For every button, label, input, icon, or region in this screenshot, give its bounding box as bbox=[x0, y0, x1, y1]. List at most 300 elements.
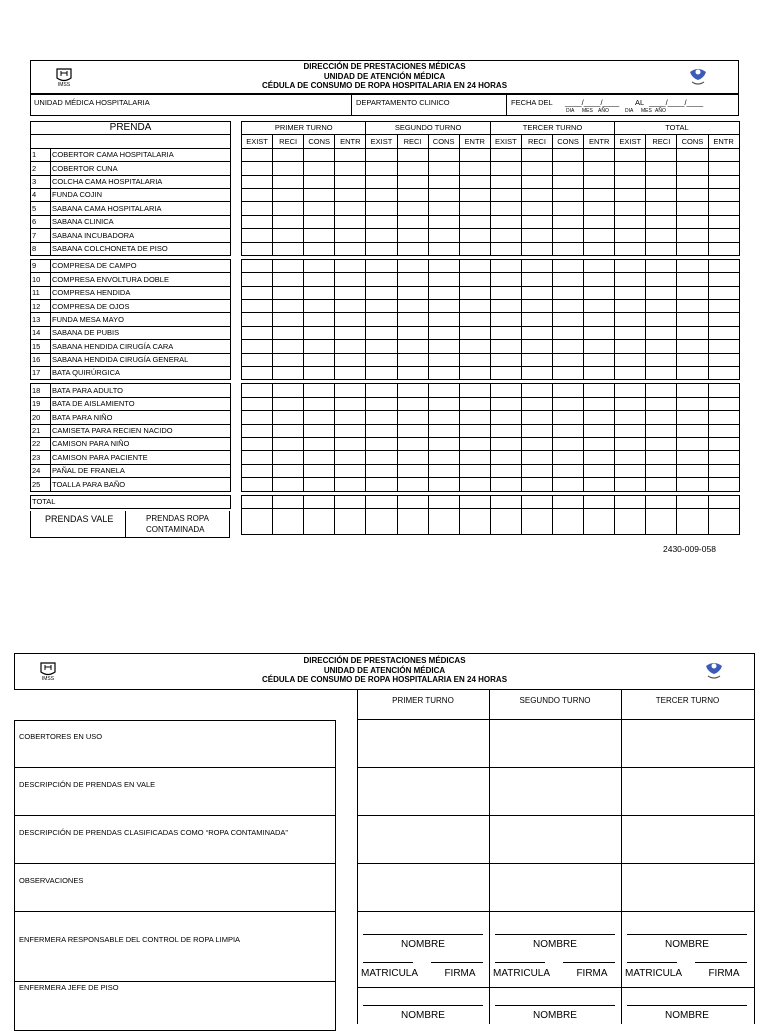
consumo-cell[interactable] bbox=[242, 202, 273, 215]
consumo-cell[interactable] bbox=[242, 175, 273, 188]
consumo-cell[interactable] bbox=[584, 313, 615, 326]
consumo-cell[interactable] bbox=[646, 242, 677, 255]
consumo-cell[interactable] bbox=[521, 202, 552, 215]
consumo-cell[interactable] bbox=[335, 175, 366, 188]
consumo-cell[interactable] bbox=[428, 437, 459, 450]
consumo-cell[interactable] bbox=[553, 424, 584, 437]
firma-line[interactable] bbox=[563, 962, 615, 963]
consumo-cell[interactable] bbox=[428, 326, 459, 339]
nombre-line-2[interactable] bbox=[363, 1005, 483, 1006]
consumo-cell[interactable] bbox=[366, 313, 397, 326]
consumo-cell[interactable] bbox=[646, 367, 677, 380]
consumo-cell[interactable] bbox=[615, 242, 646, 255]
consumo-cell[interactable] bbox=[708, 464, 739, 477]
consumo-cell[interactable] bbox=[304, 162, 335, 175]
consumo-cell[interactable] bbox=[366, 397, 397, 410]
consumo-cell[interactable] bbox=[335, 242, 366, 255]
consumo-cell[interactable] bbox=[708, 424, 739, 437]
consumo-cell[interactable] bbox=[490, 411, 521, 424]
consumo-cell[interactable] bbox=[553, 148, 584, 161]
consumo-cell[interactable] bbox=[677, 424, 708, 437]
consumo-cell[interactable] bbox=[677, 300, 708, 313]
consumo-cell[interactable] bbox=[366, 242, 397, 255]
consumo-cell[interactable] bbox=[708, 242, 739, 255]
consumo-cell[interactable] bbox=[677, 367, 708, 380]
consumo-cell[interactable] bbox=[397, 273, 428, 286]
consumo-cell[interactable] bbox=[428, 188, 459, 201]
consumo-cell[interactable] bbox=[366, 148, 397, 161]
consumo-cell[interactable] bbox=[304, 313, 335, 326]
consumo-cell[interactable] bbox=[335, 451, 366, 464]
consumo-cell[interactable] bbox=[490, 242, 521, 255]
consumo-cell[interactable] bbox=[366, 215, 397, 228]
consumo-cell[interactable] bbox=[428, 451, 459, 464]
consumo-cell[interactable] bbox=[304, 229, 335, 242]
consumo-cell[interactable] bbox=[646, 451, 677, 464]
consumo-cell[interactable] bbox=[428, 367, 459, 380]
consumo-cell[interactable] bbox=[646, 424, 677, 437]
consumo-cell[interactable] bbox=[335, 424, 366, 437]
consumo-cell[interactable] bbox=[615, 148, 646, 161]
consumo-cell[interactable] bbox=[428, 353, 459, 366]
consumo-cell[interactable] bbox=[335, 215, 366, 228]
consumo-cell[interactable] bbox=[273, 451, 304, 464]
consumo-cell[interactable] bbox=[397, 340, 428, 353]
consumo-cell[interactable] bbox=[615, 162, 646, 175]
consumo-cell[interactable] bbox=[304, 202, 335, 215]
consumo-cell[interactable] bbox=[615, 478, 646, 491]
nombre-line[interactable] bbox=[363, 934, 483, 935]
consumo-cell[interactable] bbox=[708, 148, 739, 161]
vale-cell[interactable] bbox=[708, 508, 739, 534]
consumo-cell[interactable] bbox=[708, 340, 739, 353]
consumo-cell[interactable] bbox=[397, 215, 428, 228]
consumo-cell[interactable] bbox=[428, 286, 459, 299]
consumo-cell[interactable] bbox=[677, 411, 708, 424]
consumo-cell[interactable] bbox=[397, 175, 428, 188]
consumo-cell[interactable] bbox=[677, 451, 708, 464]
consumo-cell[interactable] bbox=[553, 175, 584, 188]
consumo-cell[interactable] bbox=[553, 273, 584, 286]
consumo-cell[interactable] bbox=[553, 326, 584, 339]
consumo-cell[interactable] bbox=[708, 175, 739, 188]
consumo-cell[interactable] bbox=[366, 259, 397, 272]
consumo-cell[interactable] bbox=[677, 242, 708, 255]
consumo-cell[interactable] bbox=[335, 367, 366, 380]
consumo-cell[interactable] bbox=[615, 384, 646, 397]
consumo-cell[interactable] bbox=[273, 313, 304, 326]
consumo-cell[interactable] bbox=[646, 215, 677, 228]
consumo-cell[interactable] bbox=[335, 384, 366, 397]
consumo-cell[interactable] bbox=[335, 202, 366, 215]
consumo-cell[interactable] bbox=[242, 286, 273, 299]
consumo-cell[interactable] bbox=[708, 326, 739, 339]
consumo-cell[interactable] bbox=[428, 384, 459, 397]
consumo-cell[interactable] bbox=[366, 478, 397, 491]
consumo-cell[interactable] bbox=[459, 367, 490, 380]
consumo-cell[interactable] bbox=[490, 259, 521, 272]
consumo-cell[interactable] bbox=[304, 451, 335, 464]
consumo-cell[interactable] bbox=[490, 353, 521, 366]
consumo-cell[interactable] bbox=[584, 300, 615, 313]
consumo-cell[interactable] bbox=[553, 464, 584, 477]
consumo-cell[interactable] bbox=[677, 437, 708, 450]
total-cell[interactable] bbox=[242, 495, 273, 508]
consumo-cell[interactable] bbox=[397, 326, 428, 339]
consumo-cell[interactable] bbox=[397, 397, 428, 410]
consumo-cell[interactable] bbox=[677, 273, 708, 286]
consumo-cell[interactable] bbox=[304, 175, 335, 188]
total-cell[interactable] bbox=[459, 495, 490, 508]
consumo-cell[interactable] bbox=[366, 286, 397, 299]
consumo-cell[interactable] bbox=[304, 215, 335, 228]
consumo-cell[interactable] bbox=[335, 313, 366, 326]
consumo-cell[interactable] bbox=[366, 326, 397, 339]
consumo-cell[interactable] bbox=[428, 148, 459, 161]
consumo-cell[interactable] bbox=[242, 437, 273, 450]
consumo-cell[interactable] bbox=[304, 411, 335, 424]
consumo-cell[interactable] bbox=[584, 424, 615, 437]
consumo-cell[interactable] bbox=[428, 242, 459, 255]
vale-cell[interactable] bbox=[584, 508, 615, 534]
consumo-cell[interactable] bbox=[677, 326, 708, 339]
consumo-cell[interactable] bbox=[521, 300, 552, 313]
consumo-cell[interactable] bbox=[397, 478, 428, 491]
consumo-cell[interactable] bbox=[304, 353, 335, 366]
consumo-cell[interactable] bbox=[242, 215, 273, 228]
consumo-cell[interactable] bbox=[646, 384, 677, 397]
consumo-cell[interactable] bbox=[366, 367, 397, 380]
consumo-cell[interactable] bbox=[459, 259, 490, 272]
consumo-cell[interactable] bbox=[521, 384, 552, 397]
consumo-cell[interactable] bbox=[273, 478, 304, 491]
consumo-cell[interactable] bbox=[273, 229, 304, 242]
consumo-cell[interactable] bbox=[273, 326, 304, 339]
consumo-cell[interactable] bbox=[490, 148, 521, 161]
consumo-cell[interactable] bbox=[677, 397, 708, 410]
consumo-cell[interactable] bbox=[304, 478, 335, 491]
consumo-cell[interactable] bbox=[397, 411, 428, 424]
matricula-line[interactable] bbox=[495, 962, 545, 963]
consumo-cell[interactable] bbox=[708, 437, 739, 450]
consumo-cell[interactable] bbox=[553, 286, 584, 299]
consumo-cell[interactable] bbox=[490, 175, 521, 188]
total-cell[interactable] bbox=[304, 495, 335, 508]
consumo-cell[interactable] bbox=[273, 340, 304, 353]
total-cell[interactable] bbox=[584, 495, 615, 508]
consumo-cell[interactable] bbox=[677, 353, 708, 366]
consumo-cell[interactable] bbox=[553, 202, 584, 215]
consumo-cell[interactable] bbox=[366, 437, 397, 450]
consumo-cell[interactable] bbox=[335, 162, 366, 175]
consumo-cell[interactable] bbox=[615, 215, 646, 228]
consumo-cell[interactable] bbox=[490, 162, 521, 175]
consumo-cell[interactable] bbox=[553, 313, 584, 326]
consumo-cell[interactable] bbox=[521, 313, 552, 326]
consumo-cell[interactable] bbox=[459, 215, 490, 228]
consumo-cell[interactable] bbox=[397, 353, 428, 366]
consumo-cell[interactable] bbox=[584, 202, 615, 215]
vale-cell[interactable] bbox=[677, 508, 708, 534]
consumo-cell[interactable] bbox=[615, 202, 646, 215]
consumo-cell[interactable] bbox=[335, 273, 366, 286]
consumo-cell[interactable] bbox=[428, 397, 459, 410]
consumo-cell[interactable] bbox=[584, 148, 615, 161]
consumo-cell[interactable] bbox=[646, 353, 677, 366]
consumo-cell[interactable] bbox=[242, 242, 273, 255]
consumo-cell[interactable] bbox=[273, 273, 304, 286]
consumo-cell[interactable] bbox=[708, 215, 739, 228]
consumo-cell[interactable] bbox=[646, 437, 677, 450]
consumo-cell[interactable] bbox=[521, 340, 552, 353]
consumo-cell[interactable] bbox=[397, 188, 428, 201]
consumo-cell[interactable] bbox=[304, 286, 335, 299]
firma-line[interactable] bbox=[431, 962, 483, 963]
consumo-cell[interactable] bbox=[397, 259, 428, 272]
consumo-cell[interactable] bbox=[615, 411, 646, 424]
consumo-cell[interactable] bbox=[273, 353, 304, 366]
consumo-cell[interactable] bbox=[584, 188, 615, 201]
consumo-cell[interactable] bbox=[459, 353, 490, 366]
consumo-cell[interactable] bbox=[553, 340, 584, 353]
consumo-cell[interactable] bbox=[708, 229, 739, 242]
consumo-cell[interactable] bbox=[708, 384, 739, 397]
consumo-cell[interactable] bbox=[708, 411, 739, 424]
consumo-cell[interactable] bbox=[242, 451, 273, 464]
consumo-cell[interactable] bbox=[553, 397, 584, 410]
consumo-cell[interactable] bbox=[521, 229, 552, 242]
consumo-cell[interactable] bbox=[366, 300, 397, 313]
consumo-cell[interactable] bbox=[646, 464, 677, 477]
consumo-cell[interactable] bbox=[273, 162, 304, 175]
consumo-cell[interactable] bbox=[615, 424, 646, 437]
consumo-cell[interactable] bbox=[646, 188, 677, 201]
consumo-cell[interactable] bbox=[428, 313, 459, 326]
consumo-cell[interactable] bbox=[553, 367, 584, 380]
consumo-cell[interactable] bbox=[242, 229, 273, 242]
consumo-cell[interactable] bbox=[242, 273, 273, 286]
consumo-cell[interactable] bbox=[366, 188, 397, 201]
total-cell[interactable] bbox=[273, 495, 304, 508]
consumo-cell[interactable] bbox=[708, 451, 739, 464]
consumo-cell[interactable] bbox=[708, 202, 739, 215]
consumo-cell[interactable] bbox=[366, 340, 397, 353]
consumo-cell[interactable] bbox=[646, 340, 677, 353]
consumo-cell[interactable] bbox=[521, 286, 552, 299]
consumo-cell[interactable] bbox=[615, 229, 646, 242]
consumo-cell[interactable] bbox=[677, 188, 708, 201]
total-cell[interactable] bbox=[708, 495, 739, 508]
consumo-cell[interactable] bbox=[615, 259, 646, 272]
consumo-cell[interactable] bbox=[615, 188, 646, 201]
vale-cell[interactable] bbox=[459, 508, 490, 534]
consumo-cell[interactable] bbox=[553, 242, 584, 255]
consumo-cell[interactable] bbox=[677, 148, 708, 161]
consumo-cell[interactable] bbox=[615, 175, 646, 188]
consumo-cell[interactable] bbox=[304, 326, 335, 339]
consumo-cell[interactable] bbox=[490, 215, 521, 228]
consumo-cell[interactable] bbox=[615, 464, 646, 477]
consumo-cell[interactable] bbox=[459, 148, 490, 161]
consumo-cell[interactable] bbox=[335, 340, 366, 353]
consumo-cell[interactable] bbox=[335, 286, 366, 299]
consumo-cell[interactable] bbox=[584, 229, 615, 242]
consumo-cell[interactable] bbox=[521, 259, 552, 272]
consumo-cell[interactable] bbox=[273, 259, 304, 272]
consumo-cell[interactable] bbox=[366, 202, 397, 215]
consumo-cell[interactable] bbox=[273, 300, 304, 313]
consumo-cell[interactable] bbox=[459, 286, 490, 299]
consumo-cell[interactable] bbox=[335, 188, 366, 201]
consumo-cell[interactable] bbox=[708, 397, 739, 410]
consumo-cell[interactable] bbox=[521, 175, 552, 188]
consumo-cell[interactable] bbox=[335, 259, 366, 272]
consumo-cell[interactable] bbox=[366, 384, 397, 397]
consumo-cell[interactable] bbox=[615, 313, 646, 326]
consumo-cell[interactable] bbox=[615, 286, 646, 299]
consumo-cell[interactable] bbox=[646, 326, 677, 339]
consumo-cell[interactable] bbox=[521, 353, 552, 366]
consumo-cell[interactable] bbox=[273, 188, 304, 201]
consumo-cell[interactable] bbox=[521, 188, 552, 201]
consumo-cell[interactable] bbox=[335, 148, 366, 161]
consumo-cell[interactable] bbox=[242, 313, 273, 326]
consumo-cell[interactable] bbox=[273, 215, 304, 228]
consumo-cell[interactable] bbox=[459, 464, 490, 477]
consumo-cell[interactable] bbox=[615, 437, 646, 450]
consumo-cell[interactable] bbox=[366, 424, 397, 437]
consumo-cell[interactable] bbox=[646, 175, 677, 188]
consumo-cell[interactable] bbox=[428, 215, 459, 228]
consumo-cell[interactable] bbox=[273, 397, 304, 410]
consumo-cell[interactable] bbox=[428, 424, 459, 437]
consumo-cell[interactable] bbox=[521, 451, 552, 464]
consumo-cell[interactable] bbox=[366, 353, 397, 366]
consumo-cell[interactable] bbox=[242, 464, 273, 477]
consumo-cell[interactable] bbox=[459, 384, 490, 397]
consumo-cell[interactable] bbox=[521, 478, 552, 491]
consumo-cell[interactable] bbox=[553, 437, 584, 450]
consumo-cell[interactable] bbox=[459, 424, 490, 437]
consumo-cell[interactable] bbox=[428, 340, 459, 353]
consumo-cell[interactable] bbox=[646, 411, 677, 424]
consumo-cell[interactable] bbox=[677, 340, 708, 353]
consumo-cell[interactable] bbox=[428, 162, 459, 175]
consumo-cell[interactable] bbox=[459, 313, 490, 326]
consumo-cell[interactable] bbox=[677, 162, 708, 175]
total-cell[interactable] bbox=[553, 495, 584, 508]
consumo-cell[interactable] bbox=[553, 162, 584, 175]
consumo-cell[interactable] bbox=[366, 175, 397, 188]
consumo-cell[interactable] bbox=[335, 411, 366, 424]
consumo-cell[interactable] bbox=[490, 464, 521, 477]
consumo-cell[interactable] bbox=[459, 397, 490, 410]
consumo-cell[interactable] bbox=[397, 367, 428, 380]
consumo-cell[interactable] bbox=[304, 259, 335, 272]
consumo-cell[interactable] bbox=[584, 397, 615, 410]
consumo-cell[interactable] bbox=[397, 162, 428, 175]
consumo-cell[interactable] bbox=[521, 437, 552, 450]
consumo-cell[interactable] bbox=[584, 215, 615, 228]
consumo-cell[interactable] bbox=[708, 188, 739, 201]
consumo-cell[interactable] bbox=[304, 188, 335, 201]
consumo-cell[interactable] bbox=[335, 478, 366, 491]
consumo-cell[interactable] bbox=[677, 202, 708, 215]
consumo-cell[interactable] bbox=[459, 229, 490, 242]
vale-cell[interactable] bbox=[273, 508, 304, 534]
consumo-cell[interactable] bbox=[397, 451, 428, 464]
vale-cell[interactable] bbox=[366, 508, 397, 534]
consumo-cell[interactable] bbox=[304, 464, 335, 477]
consumo-cell[interactable] bbox=[677, 215, 708, 228]
consumo-cell[interactable] bbox=[273, 202, 304, 215]
consumo-cell[interactable] bbox=[273, 384, 304, 397]
consumo-cell[interactable] bbox=[428, 300, 459, 313]
consumo-cell[interactable] bbox=[584, 326, 615, 339]
consumo-cell[interactable] bbox=[273, 148, 304, 161]
consumo-cell[interactable] bbox=[490, 313, 521, 326]
consumo-cell[interactable] bbox=[521, 242, 552, 255]
consumo-cell[interactable] bbox=[615, 451, 646, 464]
consumo-cell[interactable] bbox=[490, 229, 521, 242]
vale-cell[interactable] bbox=[428, 508, 459, 534]
consumo-cell[interactable] bbox=[335, 300, 366, 313]
consumo-cell[interactable] bbox=[521, 215, 552, 228]
consumo-cell[interactable] bbox=[242, 367, 273, 380]
consumo-cell[interactable] bbox=[304, 340, 335, 353]
consumo-cell[interactable] bbox=[677, 229, 708, 242]
consumo-cell[interactable] bbox=[521, 273, 552, 286]
consumo-cell[interactable] bbox=[242, 397, 273, 410]
nombre-line-2[interactable] bbox=[495, 1005, 615, 1006]
consumo-cell[interactable] bbox=[584, 464, 615, 477]
consumo-cell[interactable] bbox=[490, 384, 521, 397]
consumo-cell[interactable] bbox=[273, 437, 304, 450]
consumo-cell[interactable] bbox=[397, 286, 428, 299]
consumo-cell[interactable] bbox=[584, 353, 615, 366]
matricula-line[interactable] bbox=[363, 962, 413, 963]
consumo-cell[interactable] bbox=[615, 367, 646, 380]
consumo-cell[interactable] bbox=[677, 464, 708, 477]
consumo-cell[interactable] bbox=[366, 162, 397, 175]
consumo-cell[interactable] bbox=[459, 202, 490, 215]
consumo-cell[interactable] bbox=[490, 367, 521, 380]
consumo-cell[interactable] bbox=[459, 451, 490, 464]
consumo-cell[interactable] bbox=[397, 202, 428, 215]
consumo-cell[interactable] bbox=[677, 259, 708, 272]
consumo-cell[interactable] bbox=[646, 478, 677, 491]
consumo-cell[interactable] bbox=[490, 340, 521, 353]
fecha-del-field[interactable]: ____/____/____ bbox=[565, 98, 620, 107]
consumo-cell[interactable] bbox=[242, 326, 273, 339]
consumo-cell[interactable] bbox=[490, 424, 521, 437]
consumo-cell[interactable] bbox=[273, 411, 304, 424]
consumo-cell[interactable] bbox=[584, 259, 615, 272]
consumo-cell[interactable] bbox=[584, 242, 615, 255]
fecha-al-field[interactable]: ____/____/____ bbox=[649, 98, 704, 107]
consumo-cell[interactable] bbox=[677, 478, 708, 491]
consumo-cell[interactable] bbox=[553, 478, 584, 491]
consumo-cell[interactable] bbox=[304, 273, 335, 286]
consumo-cell[interactable] bbox=[646, 148, 677, 161]
consumo-cell[interactable] bbox=[459, 340, 490, 353]
consumo-cell[interactable] bbox=[459, 478, 490, 491]
nombre-line[interactable] bbox=[495, 934, 615, 935]
consumo-cell[interactable] bbox=[521, 397, 552, 410]
consumo-cell[interactable] bbox=[553, 451, 584, 464]
consumo-cell[interactable] bbox=[397, 384, 428, 397]
consumo-cell[interactable] bbox=[615, 273, 646, 286]
